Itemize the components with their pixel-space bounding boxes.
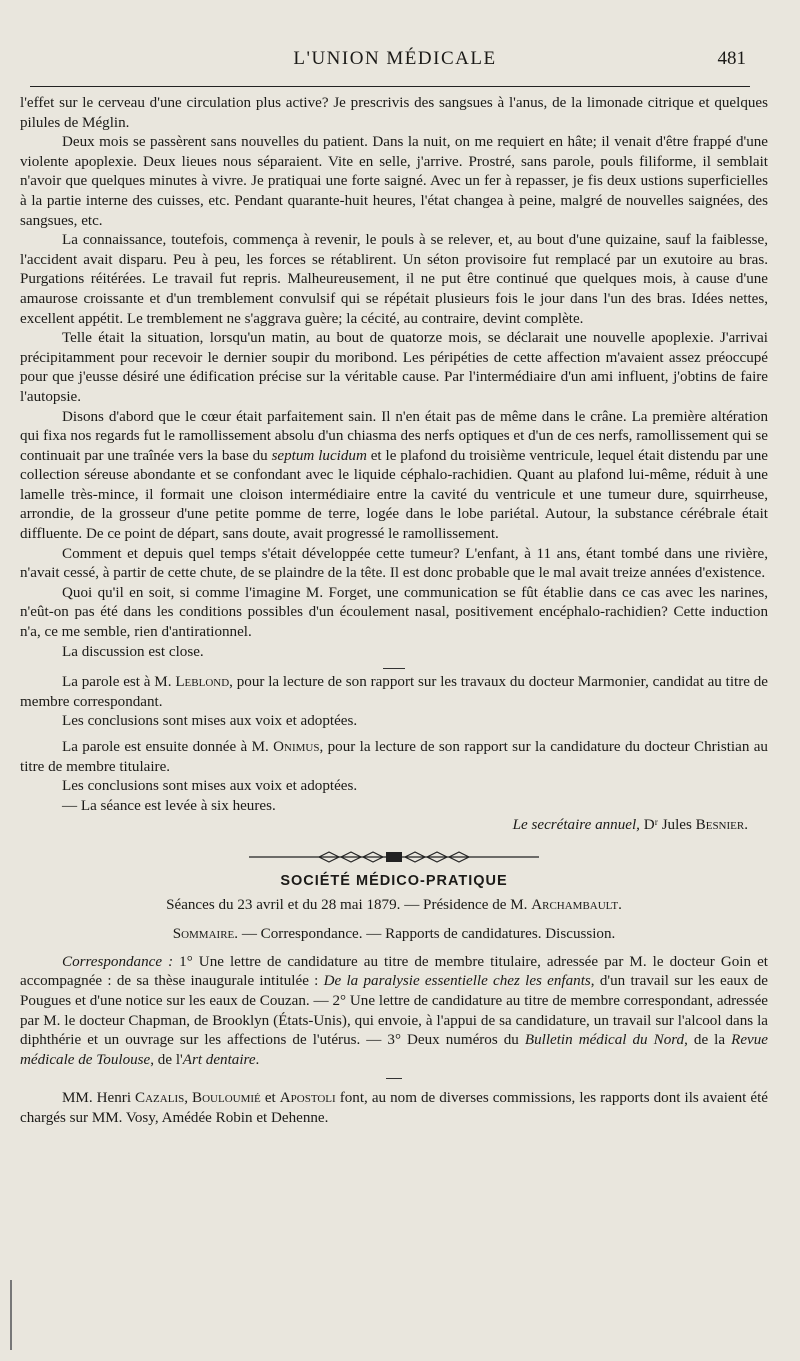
- paragraph: Comment et depuis quel temps s'était développée cette tumeur? L'enfant, à 11 ans, étant tombé dans une rivière, n'avait cessé, à partir de cette chute, de se plaindre de la tête. Il est donc probable que le mal avait treize années d'existence.: [20, 545, 768, 582]
- section-divider: [386, 1078, 402, 1079]
- correspondence-paragraph: Correspondance : 1° Une lettre de candidature au titre de membre titulaire, adressée par M. le docteur Goin et accompagnée : de sa thèse inaugurale intitulée : De la paralysie essentielle chez les enfants, d'un travail sur les eaux de Pougues et d'une notice sur les eaux de Couzan. — 2° Une lettre de candidature au titre de membre correspondant, adressée par M. le docteur Chapman, de Brooklyn (États-Unis), qui envoie, à l'appui de sa candidature, un travail sur l'alcool dans la diphthérie et un ouvrage sur les affections de l'utérus. — 3° Deux numéros du Bulletin médical du Nord, de la Revue médicale de Toulouse, de l'Art dentaire.: [20, 953, 768, 1068]
- binding-edge: [10, 1280, 12, 1350]
- minutes-paragraph: Les conclusions sont mises aux voix et adoptées.: [62, 713, 358, 730]
- paragraph: Deux mois se passèrent sans nouvelles du patient. Dans la nuit, on me requiert en hâte; il venait d'être frappé d'une violente apoplexie. Deux lieues nous séparaient. Vite en selle, j'arrive. Prostré, sans parole, pouls filiforme, il semblait n'avoir que quelques minutes à vivre. Je pratiquai une forte saigné. Avec un fer à repasser, je fis deux ustions superficielles à la partie interne des cuisses, etc. Pendant quarante-huit heures, l'état changea à peine, malgré de nouvelles saignées, des sangsues, etc.: [20, 134, 768, 229]
- person-name: Onimus: [273, 739, 320, 755]
- main-text: [20, 94, 768, 1129]
- person-name: Leblond: [175, 674, 230, 691]
- minutes-paragraph: — La séance est levée à six heures.: [62, 797, 276, 814]
- minutes-paragraph: Les conclusions sont mises aux voix et adoptées.: [62, 778, 358, 795]
- section-summary: Sommaire. — Correspondance. — Rapports de candidatures. Discussion.: [172, 926, 616, 943]
- header-rule: [30, 86, 750, 87]
- section-title: SOCIÉTÉ MÉDICO-PRATIQUE: [280, 872, 508, 889]
- paragraph: La discussion est close.: [62, 643, 204, 660]
- ornamental-divider: [20, 850, 768, 864]
- paragraph: l'effet sur le cerveau d'une circulation plus active? Je prescrivis des sangsues à l'anus, de la limonade citrique et quelques pilules de Méglin.: [20, 95, 768, 131]
- minutes-paragraph: La parole est ensuite donnée à M. Onimus, pour la lecture de son rapport sur la candidature du docteur Christian au titre de membre titulaire.: [20, 739, 768, 775]
- section-divider: [383, 668, 405, 669]
- paragraph: Quoi qu'il en soit, si comme l'imagine M. Forget, une communication se fût établie dans ce cas avec les narines, n'eût-on pas été dans les conditions possibles d'un écoulement nasal, positivement encéphalo-rachidien? Cette induction n'a, ce me semble, rien d'antirationnel.: [20, 584, 768, 641]
- paragraph: Disons d'abord que le cœur était parfaitement sain. Il n'en était pas de même dans le crâne. La première altération qui fixa nos regards fut le ramollissement absolu d'un chiasma des nerfs optiques et d'un de ces nerfs, ramollissement qui se continuait par une traînée vers la base du septum lucidum et le plafond du troisième ventricule, lequel était distendu par une collection séreuse abondante et se confondant avec le liquide céphalo-rachidien. Quant au plafond lui-même, réduit à une lamelle très-mince, il formait une cloison intermédiaire entre la cavité du ventricule et une tumeur dure, squirrheuse, arrondie, de la grosseur d'une petite pomme de terre, logée dans le lobe pariétal. Autour, la substance cérébrale était diffluente. De ce point de départ, sans doute, avait progressé le ramollissement.: [20, 408, 768, 543]
- minutes-paragraph: La parole est à M. Leblond, pour la lecture de son rapport sur les travaux du docteur Marmonier, candidat au titre de membre correspondant.: [20, 674, 769, 710]
- page-header: [30, 48, 760, 74]
- page-number: 481: [717, 48, 746, 69]
- running-head: L'UNION MÉDICALE: [293, 48, 497, 69]
- paragraph: La connaissance, toutefois, commença à revenir, le pouls à se relever, et, au bout d'une quizaine, sauf la faiblesse, l'accident avait disparu. Peu à peu, les forces se rétablirent. Un séton provisoire fut remplacé par un exutoire au bras. Purgations réitérées. Le travail fut repris. Malheureusement, il ne put être continué que quelques mois, à cause d'une amaurose croissante et d'un tremblement convulsif qui se répétait plusieurs fois le jour dans l'un des bras. Idées nettes, excellent appétit. Le tremblement ne s'aggrava guère; la cécité, au contraire, devint complète.: [20, 232, 768, 327]
- paragraph: Telle était la situation, lorsqu'un matin, au bout de quatorze mois, se déclarait une nouvelle apoplexie. J'arrivai précipitamment pour recevoir le dernier soupir du moribond. Les péripéties de cette affection m'avaient assez préoccupé pour que j'eusse désiré une édification précise sur la véritable cause. Par l'intermédiaire d'un ami influent, j'obtins de faire l'autopsie.: [20, 330, 768, 405]
- section-subhead: Séances du 23 avril et du 28 mai 1879. — Présidence de M. Archambault.: [166, 896, 622, 913]
- reports-paragraph: MM. Henri Cazalis, Bouloumié et Apostoli font, au nom de diverses commissions, les rapports dont ils avaient été chargés sur MM. Vosy, Amédée Robin et Dehenne.: [20, 1090, 768, 1126]
- signature-line: Le secrétaire annuel, Dʳ Jules Besnier.: [512, 817, 748, 834]
- italic-term: septum lucidum: [271, 447, 367, 464]
